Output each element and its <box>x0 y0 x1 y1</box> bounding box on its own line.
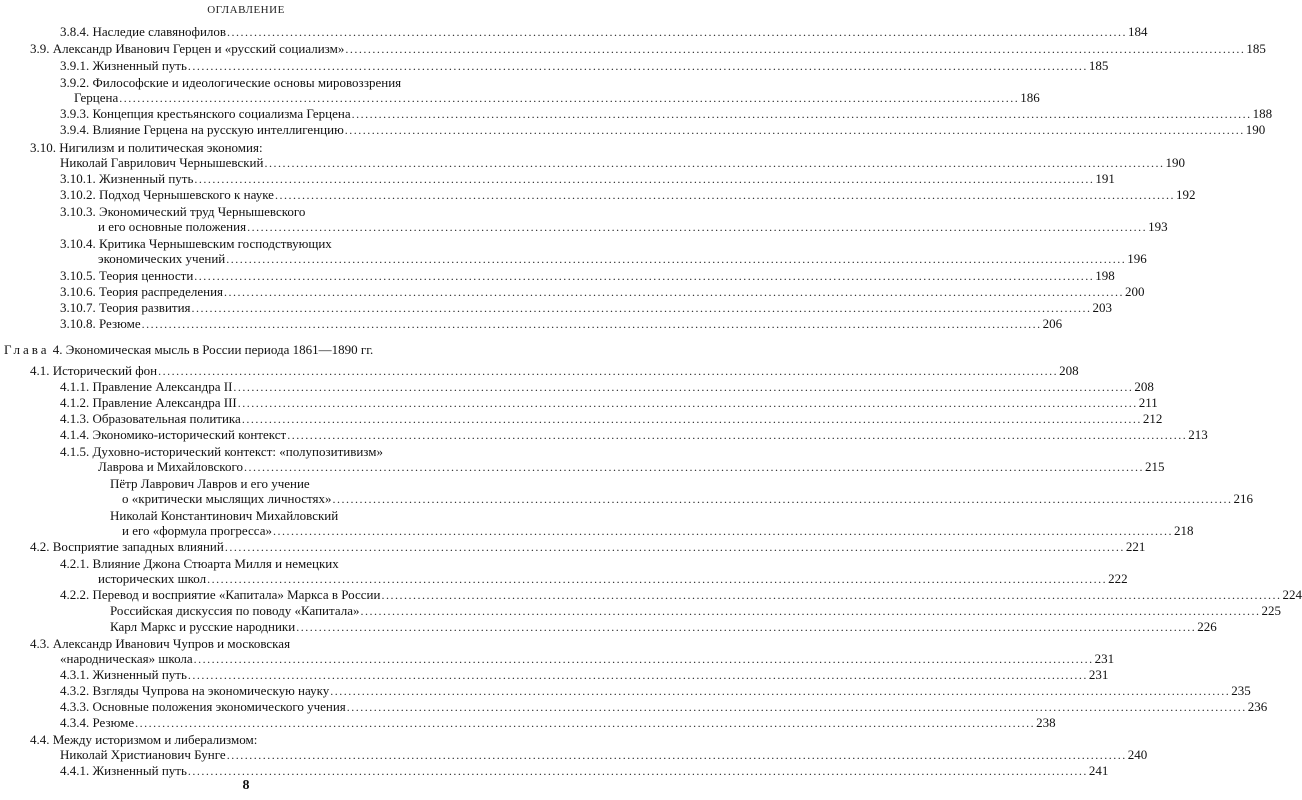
dot-leader: ........................................................................................................................................................................................................ <box>227 25 1128 39</box>
toc-entry <box>98 219 1168 235</box>
toc-entry-title: 3.10.8. Резюме <box>60 316 141 331</box>
toc-entry-title: 3.10.5. Теория ценности <box>60 268 194 283</box>
toc-entry: 4.1.5. Духовно-исторический контекст: «полупозитивизм» <box>60 444 383 459</box>
toc-entry-title: 4.1. Исторический фон <box>30 363 158 378</box>
toc-entry <box>98 571 1128 587</box>
toc-entry <box>74 90 1040 106</box>
toc-entry <box>60 284 1145 300</box>
dot-leader: ........................................................................................................................................................................................................ <box>351 107 1252 121</box>
dot-leader: ........................................................................................................................................................................................................ <box>243 460 1144 474</box>
toc-entry <box>60 699 1268 715</box>
toc-entry-title: 3.10.1. Жизненный путь <box>60 171 194 186</box>
toc-entry-page: 240 <box>1127 747 1148 762</box>
toc-entry-title: и его основные положения <box>98 219 247 234</box>
page-number: 8 <box>242 778 250 793</box>
toc-entry <box>60 171 1115 187</box>
toc-entry-page: 225 <box>1261 603 1281 618</box>
toc-entry-title: 4.3.1. Жизненный путь <box>60 667 187 682</box>
toc-entry <box>60 379 1154 395</box>
toc-entry-page: 238 <box>1036 715 1056 730</box>
toc-entry <box>98 459 1165 475</box>
toc-entry: 4.3. Александр Иванович Чупров и московская <box>30 636 291 651</box>
toc-entry-page: 236 <box>1247 699 1268 714</box>
toc-entry <box>60 651 1115 667</box>
toc-entry-page: 241 <box>1088 763 1109 778</box>
dot-leader: ........................................................................................................................................................................................................ <box>191 301 1092 315</box>
toc-entry-page: 216 <box>1233 491 1254 506</box>
toc-entry <box>60 106 1273 122</box>
dot-leader: ........................................................................................................................................................................................................ <box>194 269 1095 283</box>
toc-entry-title: и его «формула прогресса» <box>122 523 272 538</box>
dot-leader: ........................................................................................................................................................................................................ <box>346 700 1247 714</box>
toc-entry-page: 196 <box>1127 251 1147 266</box>
toc-entry <box>60 427 1208 443</box>
toc-entry <box>60 268 1115 284</box>
toc-entry-page: 231 <box>1088 667 1109 682</box>
toc-entry-title: исторических школ <box>98 571 207 586</box>
dot-leader: ........................................................................................................................................................................................................ <box>226 748 1127 762</box>
dot-leader: ........................................................................................................................................................................................................ <box>264 156 1165 170</box>
toc-entry-title: 3.9.1. Жизненный путь <box>60 58 187 73</box>
toc-entry-page: 190 <box>1165 155 1185 170</box>
toc-entry <box>98 251 1147 267</box>
toc-entry-title: 4.3.2. Взгляды Чупрова на экономическую науку <box>60 683 330 698</box>
toc-entry <box>122 523 1194 539</box>
chapter-heading <box>4 342 373 358</box>
toc-entry-page: 191 <box>1095 171 1115 186</box>
toc-entry <box>122 491 1254 507</box>
dot-leader: ........................................................................................................................................................................................................ <box>207 572 1108 586</box>
dot-leader: ........................................................................................................................................................................................................ <box>193 652 1094 666</box>
toc-entry <box>60 24 1148 40</box>
toc-entry-title: 4.1.2. Правление Александра III <box>60 395 237 410</box>
toc-entry-title: 3.10.7. Теория развития <box>60 300 191 315</box>
toc-entry <box>60 411 1163 427</box>
toc-entry-title: 3.9.3. Концепция крестьянского социализма Герцена <box>60 106 351 121</box>
dot-leader: ........................................................................................................................................................................................................ <box>272 524 1173 538</box>
toc-entry-title: Герцена <box>74 90 119 105</box>
toc-entry <box>110 603 1281 619</box>
toc-entry: Николай Константинович Михайловский <box>110 508 339 523</box>
dot-leader: ........................................................................................................................................................................................................ <box>345 42 1246 56</box>
dot-leader: ........................................................................................................................................................................................................ <box>296 620 1197 634</box>
toc-entry-title: 3.9.4. Влияние Герцена на русскую интеллигенцию <box>60 122 344 137</box>
toc-entry-page: 185 <box>1246 41 1266 56</box>
toc-entry <box>60 316 1063 332</box>
toc-entry-title: Николай Гаврилович Чернышевский <box>60 155 264 170</box>
toc-entry <box>60 187 1196 203</box>
dot-leader: ........................................................................................................................................................................................................ <box>360 604 1261 618</box>
running-header: ОГЛАВЛЕНИЕ <box>207 4 285 16</box>
toc-entry-title: 3.8.4. Наследие славянофилов <box>60 24 227 39</box>
toc-entry: 3.10.3. Экономический труд Чернышевского <box>60 204 306 219</box>
toc-entry-page: 184 <box>1128 24 1148 39</box>
dot-leader: ........................................................................................................................................................................................................ <box>332 492 1233 506</box>
toc-entry <box>60 763 1109 779</box>
toc-entry-page: 185 <box>1088 58 1109 73</box>
dot-leader: ........................................................................................................................................................................................................ <box>330 684 1231 698</box>
dot-leader: ........................................................................................................................................................................................................ <box>135 716 1036 730</box>
toc-entry <box>60 715 1056 731</box>
toc-entry-title: Карл Маркс и русские народники <box>110 619 296 634</box>
toc-entry-page: 211 <box>1138 395 1158 410</box>
toc-entry-page: 186 <box>1020 90 1040 105</box>
toc-entry-page: 206 <box>1042 316 1063 331</box>
toc-entry-title: Николай Христианович Бунге <box>60 747 226 762</box>
toc-entry-title: 3.10.6. Теория распределения <box>60 284 224 299</box>
dot-leader: ........................................................................................................................................................................................................ <box>344 123 1245 137</box>
dot-leader: ........................................................................................................................................................................................................ <box>247 220 1148 234</box>
toc-entry <box>30 539 1146 555</box>
dot-leader: ........................................................................................................................................................................................................ <box>224 285 1125 299</box>
toc-entry <box>60 300 1113 316</box>
dot-leader: ........................................................................................................................................................................................................ <box>226 252 1127 266</box>
toc-entry-page: 222 <box>1108 571 1128 586</box>
toc-entry-title: 4.1.4. Экономико-исторический контекст <box>60 427 287 442</box>
toc-entry-title: Российская дискуссия по поводу «Капитала» <box>110 603 360 618</box>
dot-leader: ........................................................................................................................................................................................................ <box>224 540 1125 554</box>
toc-entry <box>60 667 1109 683</box>
toc-entry-title: 4.4.1. Жизненный путь <box>60 763 187 778</box>
toc-entry-title: экономических учений <box>98 251 226 266</box>
toc-entry-title: 4.2.2. Перевод и восприятие «Капитала» Маркса в России <box>60 587 381 602</box>
dot-leader: ........................................................................................................................................................................................................ <box>287 428 1188 442</box>
toc-entry: Пётр Лаврович Лавров и его учение <box>110 476 310 491</box>
dot-leader: ........................................................................................................................................................................................................ <box>237 396 1138 410</box>
toc-entry-page: 221 <box>1125 539 1146 554</box>
chapter-word: Глава <box>4 342 50 357</box>
chapter-title: 4. Экономическая мысль в России периода 1861—1890 гг. <box>52 342 374 357</box>
toc-entry-title: «народническая» школа <box>60 651 193 666</box>
toc-entry-page: 231 <box>1094 651 1115 666</box>
toc-entry-page: 226 <box>1197 619 1217 634</box>
dot-leader: ........................................................................................................................................................................................................ <box>381 588 1282 602</box>
toc-entry-title: 4.3.3. Основные положения экономического учения <box>60 699 346 714</box>
toc-entry <box>60 58 1109 74</box>
toc-entry-page: 218 <box>1173 523 1194 538</box>
toc-entry-title: 4.3.4. Резюме <box>60 715 135 730</box>
toc-entry-title: 4.1.3. Образовательная политика <box>60 411 241 426</box>
toc-entry <box>110 619 1217 635</box>
toc-entry-title: 3.9. Александр Иванович Герцен и «русский социализм» <box>30 41 345 56</box>
toc-entry-page: 200 <box>1125 284 1145 299</box>
toc-entry-page: 192 <box>1175 187 1196 202</box>
dot-leader: ........................................................................................................................................................................................................ <box>187 59 1088 73</box>
toc-entry-page: 235 <box>1231 683 1251 698</box>
dot-leader: ........................................................................................................................................................................................................ <box>187 668 1088 682</box>
toc-entry-page: 215 <box>1144 459 1165 474</box>
dot-leader: ........................................................................................................................................................................................................ <box>187 764 1088 778</box>
toc-entry-page: 212 <box>1142 411 1163 426</box>
dot-leader: ........................................................................................................................................................................................................ <box>274 188 1175 202</box>
dot-leader: ........................................................................................................................................................................................................ <box>141 317 1042 331</box>
dot-leader: ........................................................................................................................................................................................................ <box>158 364 1059 378</box>
toc-entry-title: 4.2. Восприятие западных влияний <box>30 539 224 554</box>
toc-entry-page: 224 <box>1282 587 1302 602</box>
toc-entry: 3.9.2. Философские и идеологические основы мировоззрения <box>60 75 402 90</box>
toc-entry <box>60 587 1302 603</box>
toc-entry-page: 198 <box>1095 268 1115 283</box>
toc-entry: 4.4. Между историзмом и либерализмом: <box>30 732 258 747</box>
dot-leader: ........................................................................................................................................................................................................ <box>241 412 1142 426</box>
dot-leader: ........................................................................................................................................................................................................ <box>233 380 1134 394</box>
toc-entry-page: 213 <box>1188 427 1208 442</box>
toc-entry <box>60 683 1251 699</box>
dot-leader: ........................................................................................................................................................................................................ <box>194 172 1095 186</box>
toc-entry <box>30 41 1266 57</box>
toc-entry: 3.10. Нигилизм и политическая экономия: <box>30 140 263 155</box>
toc-entry-page: 193 <box>1148 219 1168 234</box>
toc-entry <box>30 363 1079 379</box>
toc-entry <box>60 155 1185 171</box>
toc-entry: 3.10.4. Критика Чернышевским господствующих <box>60 236 332 251</box>
toc-entry <box>60 122 1266 138</box>
toc-entry-title: 4.1.1. Правление Александра II <box>60 379 233 394</box>
toc-entry-page: 190 <box>1245 122 1266 137</box>
toc-entry-page: 208 <box>1059 363 1079 378</box>
toc-entry <box>60 395 1158 411</box>
toc-entry-title: 3.10.2. Подход Чернышевского к науке <box>60 187 274 202</box>
toc-entry-page: 188 <box>1252 106 1273 121</box>
dot-leader: ........................................................................................................................................................................................................ <box>119 91 1020 105</box>
toc-entry-page: 203 <box>1092 300 1113 315</box>
toc-entry-title: Лаврова и Михайловского <box>98 459 243 474</box>
toc-entry <box>60 747 1148 763</box>
toc-entry-title: о «критически мыслящих личностях» <box>122 491 332 506</box>
toc-entry: 4.2.1. Влияние Джона Стюарта Милля и немецких <box>60 556 339 571</box>
toc-entry-page: 208 <box>1134 379 1154 394</box>
